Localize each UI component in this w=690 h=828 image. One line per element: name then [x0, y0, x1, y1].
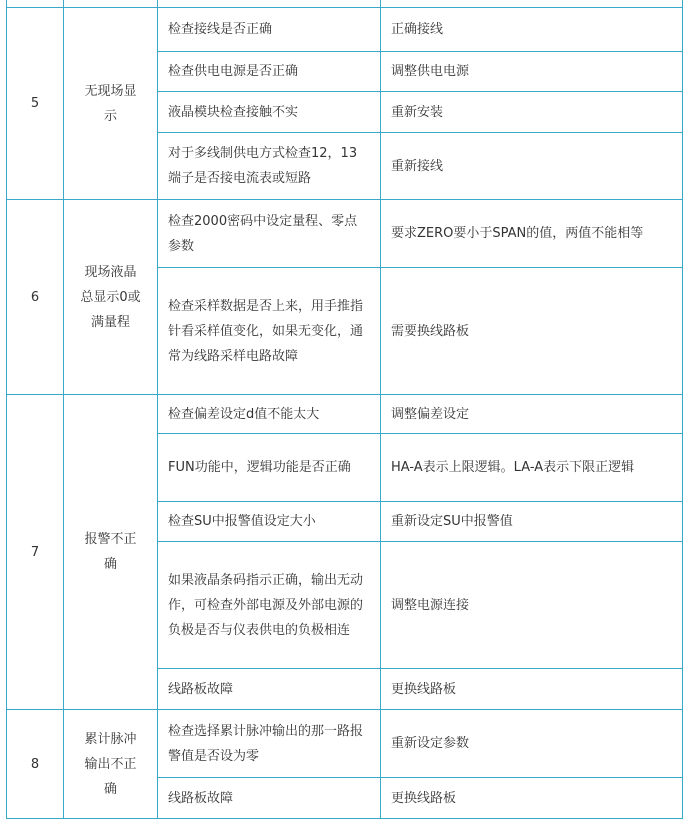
fault-number: 6: [7, 200, 64, 395]
check-item: 线路板故障: [158, 669, 381, 710]
check-item: 液晶模块检查接触不实: [158, 92, 381, 133]
fix-item: 更换线路板: [381, 778, 683, 819]
check-item: 检查采样数据是否上来，用手推指针看采样值变化，如果无变化，通常为线路采样电路故障: [158, 268, 381, 395]
fault-number: 5: [7, 8, 64, 200]
fix-item: 更换线路板: [381, 669, 683, 710]
check-item: 检查SU中报警值设定大小: [158, 502, 381, 542]
check-item: 检查2000密码中设定量程、零点参数: [158, 200, 381, 268]
table-cell: [7, 0, 64, 8]
fault-number: 7: [7, 395, 64, 710]
fix-item: 调整供电电源: [381, 52, 683, 92]
fix-item: 调整偏差设定: [381, 395, 683, 434]
fix-item: HA-A表示上限逻辑。LA-A表示下限正逻辑: [381, 434, 683, 502]
fault-table: [6, 0, 683, 819]
check-item: 线路板故障: [158, 778, 381, 819]
check-item: 检查供电电源是否正确: [158, 52, 381, 92]
fault-symptom: 累计脉冲输出不正确: [64, 710, 158, 819]
table-row: [7, 395, 683, 434]
table-row: [7, 710, 683, 778]
check-item: 检查选择累计脉冲输出的那一路报警值是否设为零: [158, 710, 381, 778]
table-cell: [158, 0, 381, 8]
fault-symptom: 报警不正确: [64, 395, 158, 710]
table-cell: [381, 0, 683, 8]
fix-item: 需要换线路板: [381, 268, 683, 395]
check-item: 如果液晶条码指示正确，输出无动作，可检查外部电源及外部电源的负极是否与仪表供电的负极相连: [158, 542, 381, 669]
fault-number: 8: [7, 710, 64, 819]
check-item: 检查接线是否正确: [158, 8, 381, 52]
fix-item: 重新设定SU中报警值: [381, 502, 683, 542]
fix-item: 调整电源连接: [381, 542, 683, 669]
check-item: FUN功能中，逻辑功能是否正确: [158, 434, 381, 502]
fix-item: 正确接线: [381, 8, 683, 52]
fault-symptom: 现场液晶总显示0或满量程: [64, 200, 158, 395]
fix-item: 重新安装: [381, 92, 683, 133]
fix-item: 重新设定参数: [381, 710, 683, 778]
table-row: [7, 0, 683, 8]
table-row: [7, 200, 683, 268]
table-cell: [64, 0, 158, 8]
table-row: [7, 8, 683, 52]
check-item: 对于多线制供电方式检查12，13端子是否接电流表或短路: [158, 133, 381, 200]
fault-symptom: 无现场显示: [64, 8, 158, 200]
check-item: 检查偏差设定d值不能太大: [158, 395, 381, 434]
fix-item: 重新接线: [381, 133, 683, 200]
fix-item: 要求ZERO要小于SPAN的值，两值不能相等: [381, 200, 683, 268]
